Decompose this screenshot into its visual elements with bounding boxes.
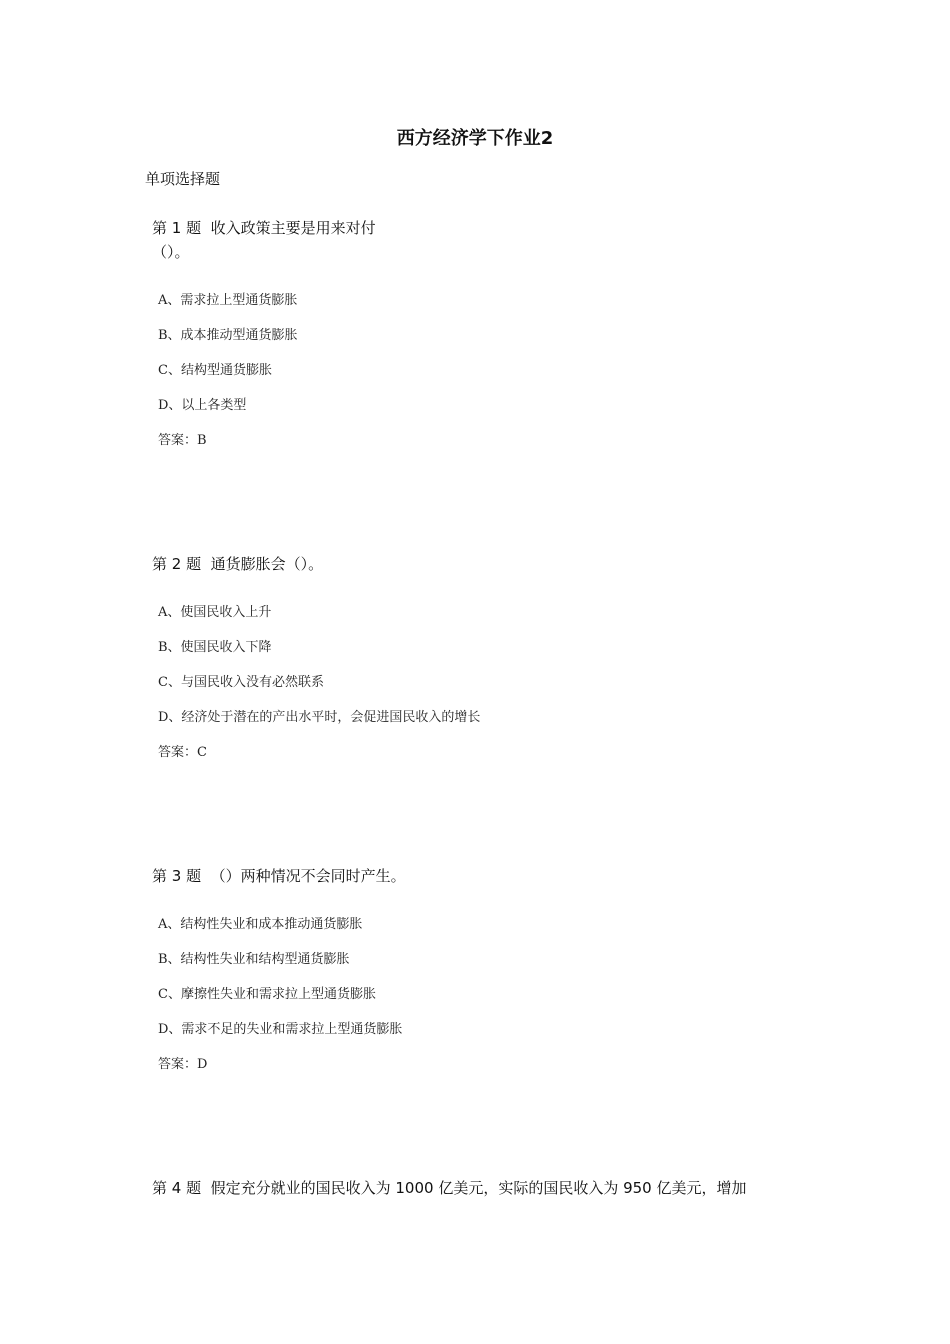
question-2-option-d: D、经济处于潜在的产出水平时，会促进国民收入的增长 [158, 710, 481, 725]
question-3-answer: 答案：D [158, 1057, 208, 1072]
question-3-text: 第 3 题 （）两种情况不会同时产生。 [152, 867, 406, 885]
question-2-answer: 答案：C [158, 745, 207, 760]
question-3-option-a: A、结构性失业和成本推动通货膨胀 [158, 917, 363, 932]
question-2-option-b: B、使国民收入下降 [158, 640, 272, 655]
question-1-answer: 答案：B [158, 433, 207, 448]
question-3-option-c: C、摩擦性失业和需求拉上型通货膨胀 [158, 987, 376, 1002]
question-1-text-cont: （）。 [152, 243, 190, 261]
question-2-option-c: C、与国民收入没有必然联系 [158, 675, 324, 690]
question-1-option-c: C、结构型通货膨胀 [158, 363, 272, 378]
question-1-option-b: B、成本推动型通货膨胀 [158, 328, 298, 343]
question-4-text: 第 4 题 假定充分就业的国民收入为 1000 亿美元，实际的国民收入为 950 亿美元，增加 [152, 1179, 747, 1197]
question-1-option-d: D、以上各类型 [158, 398, 247, 413]
question-2-option-a: A、使国民收入上升 [158, 605, 272, 620]
question-3-option-b: B、结构性失业和结构型通货膨胀 [158, 952, 350, 967]
question-3-option-d: D、需求不足的失业和需求拉上型通货膨胀 [158, 1022, 403, 1037]
question-2-text: 第 2 题 通货膨胀会（）。 [152, 555, 324, 573]
question-1-text: 第 1 题 收入政策主要是用来对付 [152, 219, 376, 237]
question-1-option-a: A、需求拉上型通货膨胀 [158, 293, 298, 308]
section-heading: 单项选择题 [145, 170, 221, 188]
document-title: 西方经济学下作业2 [396, 128, 554, 149]
